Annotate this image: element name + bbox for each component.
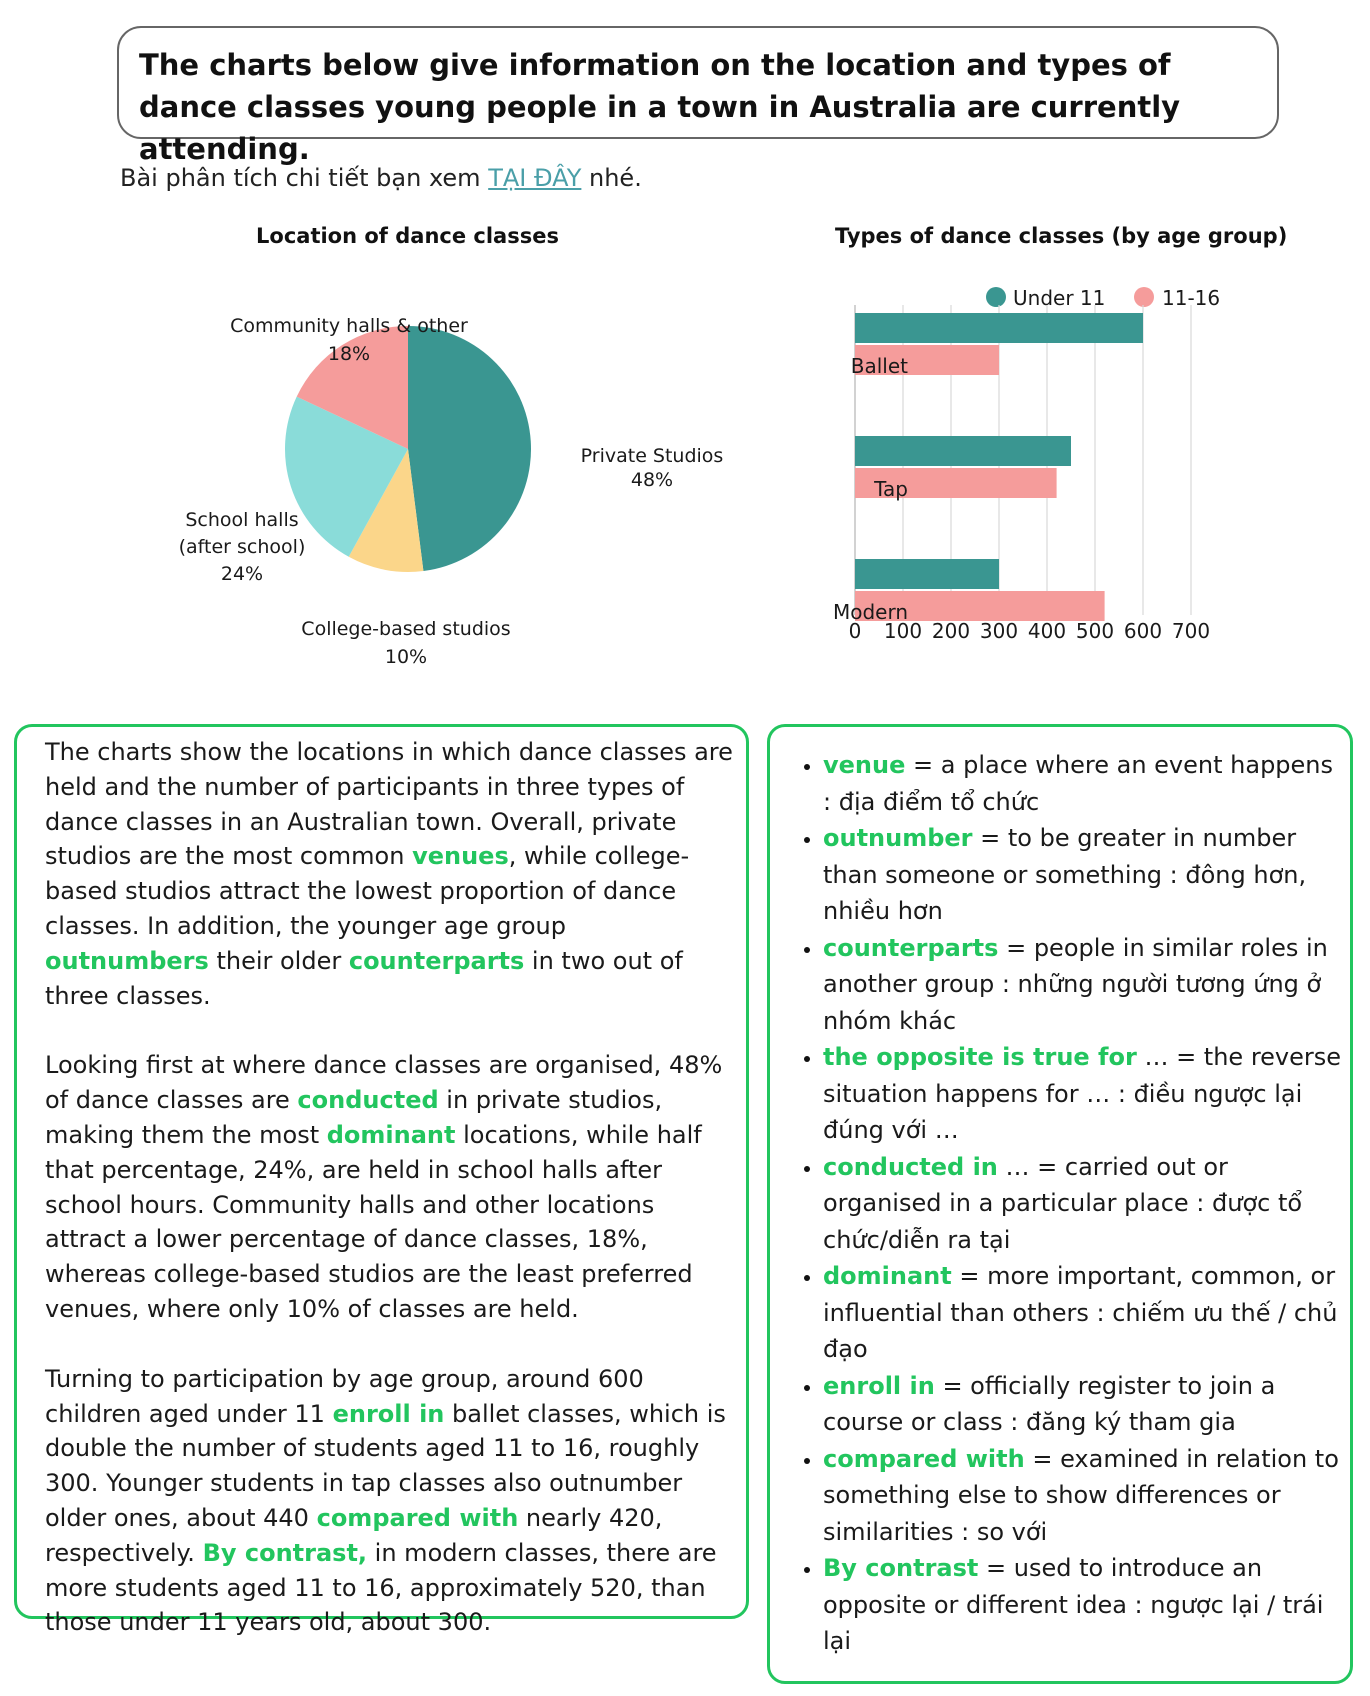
- bar-x-tick-label: 300: [979, 619, 1019, 643]
- legend-label-under-11: Under 11: [1013, 286, 1106, 310]
- vocabulary-list: [790, 747, 1344, 1660]
- bar-x-tick-label: 100: [883, 619, 923, 643]
- intro-text-end: nhé.: [581, 164, 642, 192]
- pie-value-school-halls: 24%: [220, 563, 264, 585]
- intro-text: Bài phân tích chi tiết bạn xem: [120, 164, 489, 192]
- essay-keyword: counterparts: [348, 946, 525, 975]
- essay-text: Looking first at where dance classes are organised, 48% of dance classes are: [45, 1051, 723, 1115]
- vocab-term: conducted in: [823, 1152, 998, 1181]
- vocab-item: [823, 1258, 1344, 1368]
- pie-value-community-halls: 18%: [327, 343, 371, 365]
- detail-link[interactable]: TẠI ĐÂY: [488, 164, 582, 192]
- legend-label-11-16: 11-16: [1162, 286, 1221, 310]
- essay-text: in two out of three classes.: [45, 946, 683, 1010]
- pie-value-private-studios: 48%: [630, 469, 674, 491]
- essay-text: nearly 420, respectively.: [45, 1503, 663, 1567]
- pie-slice-private-studios: [408, 326, 531, 571]
- vocab-definition: = used to introduce an opposite or different idea : ngược lại / trái lại: [823, 1554, 1324, 1655]
- bar-x-tick-label: 400: [1027, 619, 1067, 643]
- essay-paragraph: [45, 1048, 736, 1326]
- essay-keyword: venues: [412, 842, 509, 871]
- vocab-definition: = people in similar roles in another group : những người tương ứng ở nhóm khác: [823, 933, 1328, 1035]
- pie-chart-title: Location of dance classes: [256, 224, 559, 248]
- essay-paragraph: [45, 735, 736, 1013]
- intro-line: [120, 164, 642, 192]
- vocab-item: [823, 820, 1344, 930]
- bar-modern-under-11: [855, 559, 999, 589]
- essay-keyword: enroll in: [332, 1399, 445, 1428]
- bar-x-tick-label: 500: [1075, 619, 1115, 643]
- essay-keyword: conducted: [297, 1086, 439, 1115]
- pie-label-community-halls: Community halls & other: [230, 315, 468, 337]
- essay-text: , while college-based studios attract the lowest proportion of dance classes. In addition, the younger age group: [45, 842, 690, 940]
- essay-keyword: outnumbers: [45, 946, 209, 975]
- vocab-item: [823, 747, 1344, 820]
- bar-x-tick-label: 200: [931, 619, 971, 643]
- essay-text: in modern classes, there are more students aged 11 to 16, approximately 520, than those under 11 years old, about 300.: [45, 1538, 717, 1637]
- essay-keyword: compared with: [316, 1503, 519, 1532]
- vocab-definition: … = the reverse situation happens for … : điều ngược lại đúng với …: [823, 1043, 1342, 1144]
- bar-chart: [800, 270, 1320, 700]
- vocabulary-card: [767, 724, 1353, 1684]
- legend-swatch-11-16: [1134, 287, 1154, 307]
- bar-ballet-under-11: [855, 313, 1143, 343]
- vocab-item: [823, 1550, 1344, 1660]
- legend-swatch-under-11: [986, 287, 1006, 307]
- vocab-term: outnumber: [823, 824, 973, 852]
- vocab-definition: = more important, common, or influential than others : chiếm ưu thế / chủ đạo: [823, 1262, 1338, 1363]
- vocab-definition: = to be greater in number than someone or something : đông hơn, nhiều hơn: [823, 824, 1307, 925]
- vocab-definition: = a place where an event happens : địa điểm tổ chức: [823, 751, 1334, 816]
- pie-label-school-halls-1: School halls: [185, 509, 299, 531]
- vocab-definition: = examined in relation to something else to show differences or similarities : so với: [823, 1444, 1339, 1546]
- vocab-item: [823, 1368, 1344, 1441]
- pie-value-college-studios: 10%: [384, 646, 428, 668]
- bar-x-tick-label: 0: [848, 619, 862, 643]
- essay-text: The charts show the locations in which dance classes are held and the number of participants in three types of dance classes in an Australian town. Overall, private studios are the most common: [45, 738, 733, 871]
- essay-text: locations, while half that percentage, 24%, are held in school halls after school hours. Community halls and other locations attract a lower percentage of dance classes, 18%, whereas college-based studios are the least preferred venues, where only 10% of classes are held.: [45, 1120, 702, 1323]
- essay-keyword: By contrast,: [202, 1538, 368, 1567]
- bar-tap-under-11: [855, 436, 1071, 466]
- vocab-term: compared with: [823, 1444, 1025, 1473]
- pie-label-private-studios: Private Studios: [580, 445, 724, 467]
- task-prompt: The charts below give information on the location and types of dance classes young people in a town in Australia are currently attending.: [139, 48, 1181, 166]
- pie-label-college-studios: College-based studios: [301, 618, 511, 640]
- vocab-item: [823, 1149, 1344, 1259]
- vocab-term: enroll in: [823, 1371, 935, 1400]
- essay-keyword: dominant: [326, 1120, 456, 1149]
- vocab-term: By contrast: [823, 1554, 979, 1582]
- pie-label-school-halls-2: (after school): [178, 536, 306, 558]
- vocab-term: dominant: [823, 1262, 952, 1290]
- essay-card: [14, 724, 749, 1637]
- vocab-item: [823, 930, 1344, 1040]
- essay-text: their older: [208, 946, 349, 975]
- vocab-term: venue: [823, 751, 906, 779]
- essay-text: ballet classes, which is double the number of students aged 11 to 16, roughly 300. Younger students in tap classes also outnumber older ones, about 440: [45, 1399, 726, 1532]
- essay-text: in private studios, making them the most: [45, 1086, 663, 1149]
- pie-chart: [150, 290, 750, 680]
- vocab-term: counterparts: [823, 933, 999, 962]
- vocab-definition: … = carried out or organised in a particular place : được tổ chức/diễn ra tại: [823, 1152, 1303, 1254]
- bar-category-ballet: Ballet: [850, 354, 908, 378]
- bar-chart-title: Types of dance classes (by age group): [835, 224, 1288, 248]
- essay-paragraph: [45, 1362, 736, 1640]
- bar-x-tick-label: 700: [1171, 619, 1211, 643]
- vocab-term: the opposite is true for: [823, 1043, 1137, 1071]
- bar-x-tick-label: 600: [1123, 619, 1163, 643]
- bar-category-tap: Tap: [874, 477, 908, 501]
- essay-text: Turning to participation by age group, around 600 children aged under 11: [45, 1364, 644, 1428]
- vocab-item: [823, 1441, 1344, 1551]
- task-prompt-box: [117, 26, 1279, 166]
- bar-category-modern: Modern: [832, 600, 908, 624]
- vocab-definition: = officially register to join a course or class : đăng ký tham gia: [823, 1371, 1276, 1436]
- vocab-item: [823, 1039, 1344, 1149]
